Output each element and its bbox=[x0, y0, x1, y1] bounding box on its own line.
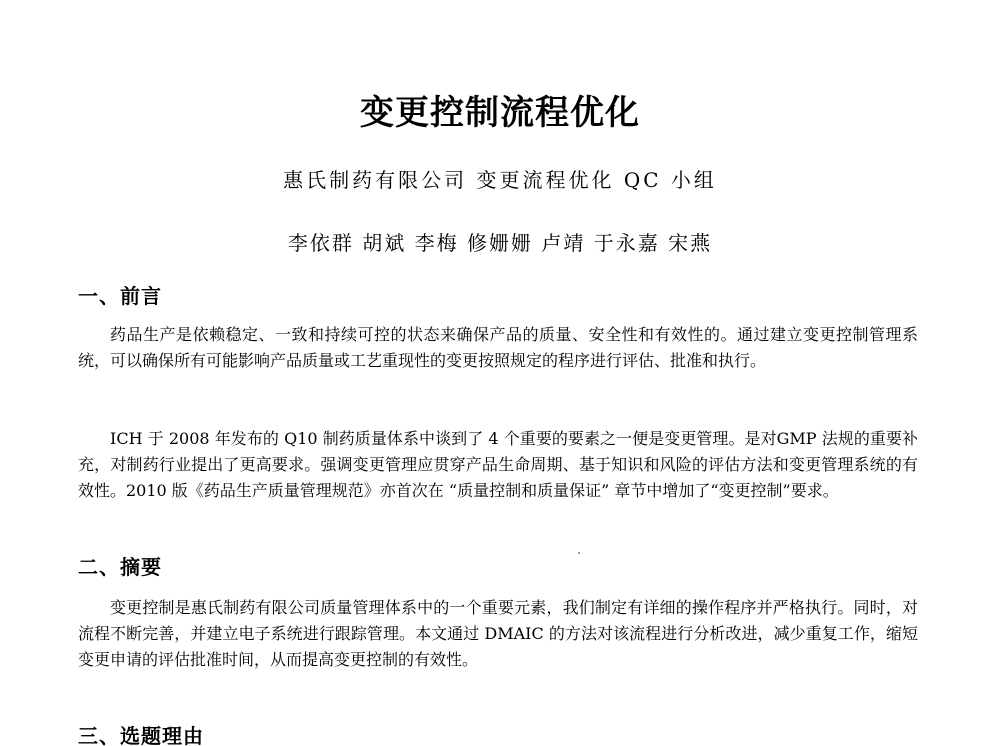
document-title: 变更控制流程优化 bbox=[360, 93, 640, 133]
document-subtitle: 惠氏制药有限公司 变更流程优化 QC 小组 bbox=[283, 168, 717, 192]
preface-paragraph-1: 药品生产是依赖稳定、一致和持续可控的状态来确保产品的质量、安全性和有效性的。通过建立变更控制管理系统，可以确保所有可能影响产品质量或工艺重现性的变更按照规定的程序进行评估、批准和执行。 bbox=[78, 325, 918, 370]
section-heading-topic-reason: 三、选题理由 bbox=[78, 724, 204, 746]
preface-paragraph-2: ICH 于 2008 年发布的 Q10 制药质量体系中谈到了 4 个重要的要素之一便是变更管理。是对GMP 法规的重要补充，对制药行业提出了更高要求。强调变更管理应贯穿产品生命周期、基于知识和风险的评估方法和变更管理系统的有效性。2010 版《药品生产质量管理规范》亦首次在 “质量控制和质量保证” 章节中增加了“变更控制”要求。 bbox=[78, 429, 918, 500]
scan-speck bbox=[578, 552, 580, 554]
abstract-paragraph: 变更控制是惠氏制药有限公司质量管理体系中的一个重要元素，我们制定有详细的操作程序并严格执行。同时，对流程不断完善，并建立电子系统进行跟踪管理。本文通过 DMAIC 的方法对该流程进行分析改进，减少重复工作，缩短变更申请的评估批准时间，从而提高变更控制的有效性。 bbox=[78, 598, 918, 669]
author-list: 李依群 胡斌 李梅 修姗姗 卢靖 于永嘉 宋燕 bbox=[287, 231, 713, 255]
section-heading-abstract: 二、摘要 bbox=[78, 555, 162, 579]
section-heading-preface: 一、前言 bbox=[78, 284, 162, 308]
